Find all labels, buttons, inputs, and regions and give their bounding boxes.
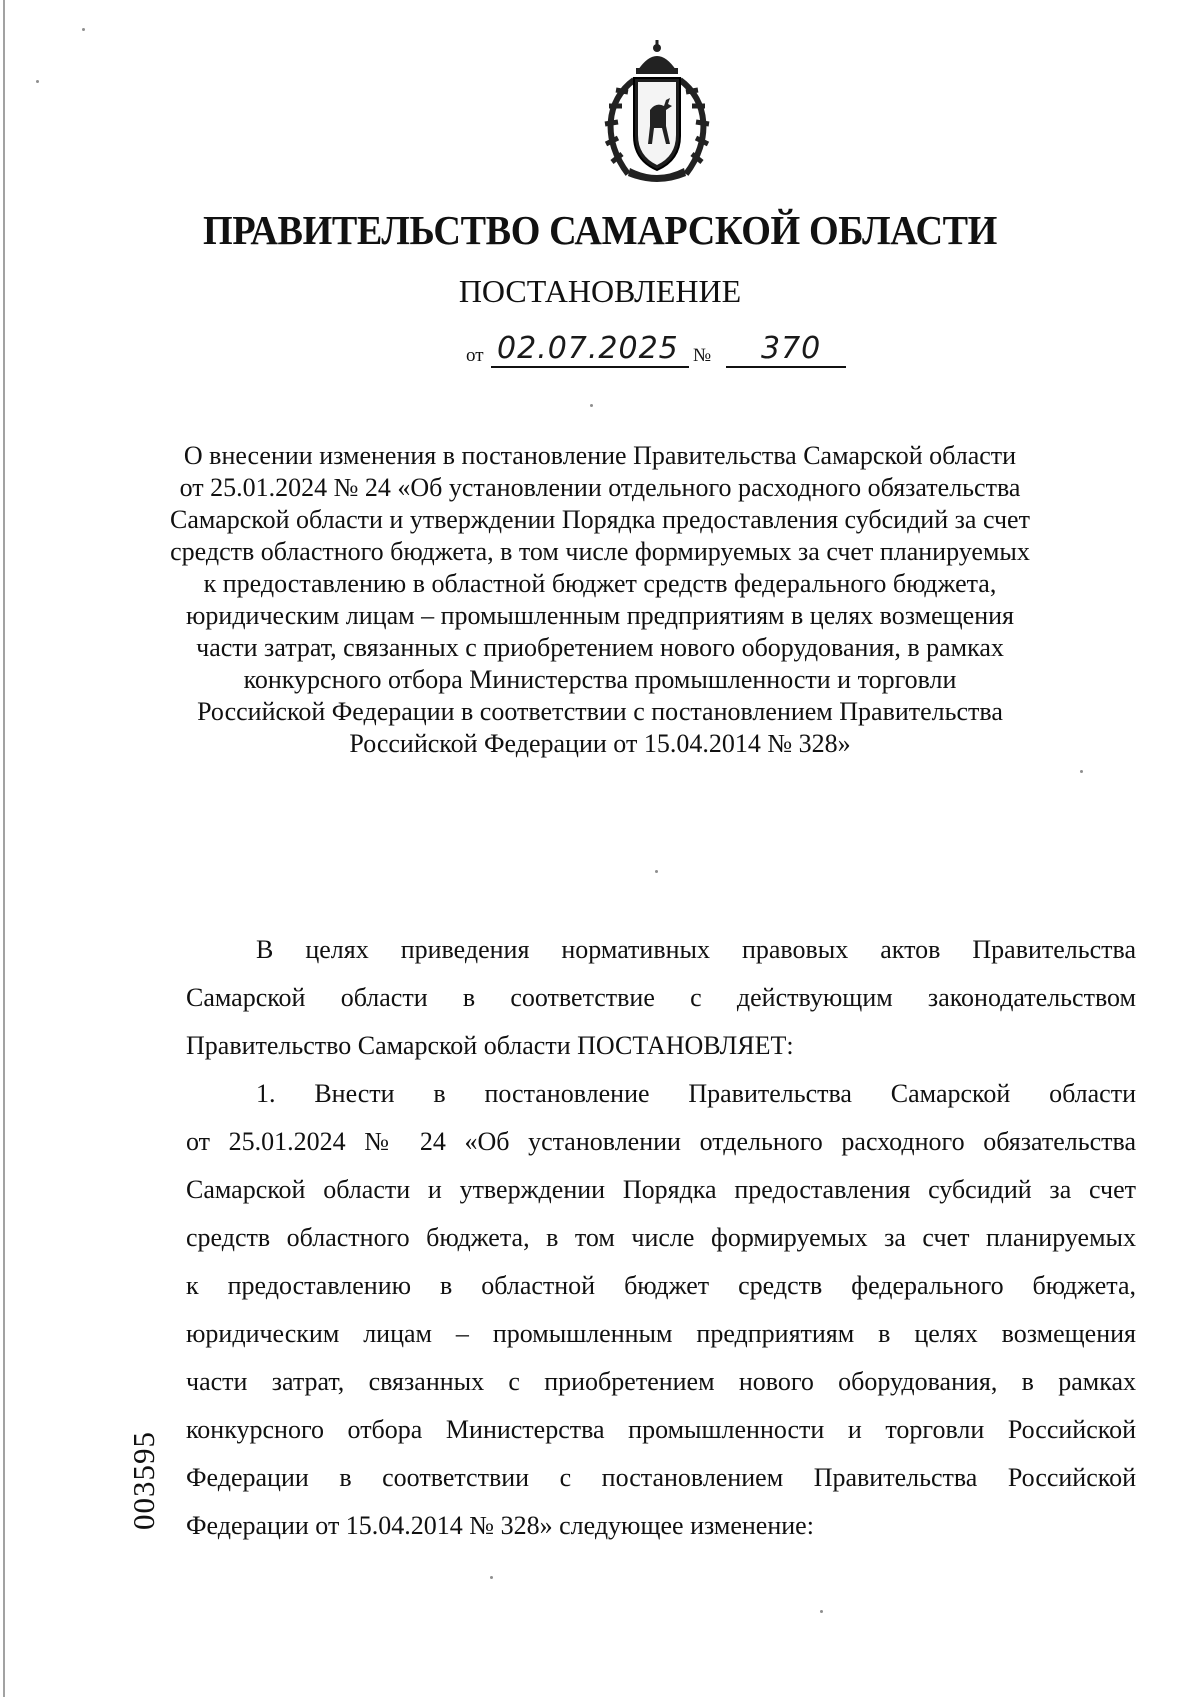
preamble-line: В целях приведения нормативных правовых актов Правительства (256, 935, 1136, 964)
subject-line: к предоставлению в областной бюджет средств федерального бюджета, (203, 569, 997, 598)
scan-speck (820, 1610, 823, 1613)
subject-line: Российской Федерации от 15.04.2014 № 328» (349, 729, 851, 758)
document-type-heading: ПОСТАНОВЛЕНИЕ (458, 273, 742, 309)
number-prefix-label: № (693, 345, 712, 366)
handwritten-number: 370 (761, 331, 822, 366)
date-number-line (461, 331, 861, 375)
preamble-line: Правительство Самарской области ПОСТАНОВЛЯЕТ: (186, 1031, 794, 1060)
item1-line: от 25.01.2024 № 24 «Об установлении отдельного расходного обязательства (186, 1127, 1136, 1156)
item1-line: части затрат, связанных с приобретением нового оборудования, в рамках (186, 1367, 1136, 1396)
date-underline (491, 366, 689, 368)
scan-speck (36, 80, 39, 83)
subject-line: конкурсного отбора Министерства промышленности и торговли (243, 665, 957, 694)
item1-line: Федерации в соответствии с постановлением Правительства Российской (186, 1463, 1136, 1492)
item1-line: Федерации от 15.04.2014 № 328» следующее изменение: (186, 1511, 814, 1540)
item1-line: к предоставлению в областной бюджет средств федерального бюджета, (186, 1271, 1136, 1300)
subject-line: юридическим лицам – промышленным предприятиям в целях возмещения (185, 601, 1015, 630)
scan-speck (590, 404, 593, 407)
scan-speck (655, 870, 658, 873)
subject-line: Российской Федерации в соответствии с постановлением Правительства (197, 697, 1003, 726)
item1-line: юридическим лицам – промышленным предприятиям в целях возмещения (186, 1319, 1136, 1348)
document-subject (150, 440, 1050, 760)
scan-speck (490, 1576, 493, 1579)
scan-speck (82, 28, 85, 31)
scan-edge-line (3, 0, 5, 1697)
subject-line: средств областного бюджета, в том числе формируемых за счет планируемых (170, 537, 1030, 566)
subject-line: Самарской области и утверждении Порядка предоставления субсидий за счет (170, 505, 1030, 534)
item1-line: средств областного бюджета, в том числе формируемых за счет планируемых (186, 1223, 1136, 1252)
item1-line: Самарской области и утверждении Порядка предоставления субсидий за счет (186, 1175, 1136, 1204)
item1-line: 1. Внести в постановление Правительства Самарской области (256, 1079, 1136, 1108)
subject-line: О внесении изменения в постановление Правительства Самарской области (183, 441, 1017, 470)
number-underline (726, 366, 846, 368)
coat-of-arms-emblem (594, 40, 720, 184)
side-registration-stamp: 003595 (126, 1431, 161, 1530)
date-prefix-label: от (466, 345, 484, 366)
organization-title: ПРАВИТЕЛЬСТВО САМАРСКОЙ ОБЛАСТИ (203, 207, 997, 253)
document-body (186, 926, 1136, 1550)
scan-speck (1080, 770, 1083, 773)
handwritten-date: 02.07.2025 (497, 331, 679, 366)
subject-line: от 25.01.2024 № 24 «Об установлении отдельного расходного обязательства (179, 473, 1021, 502)
preamble-line: Самарской области в соответствие с действующим законодательством (186, 983, 1136, 1012)
subject-line: части затрат, связанных с приобретением нового оборудования, в рамках (196, 633, 1004, 662)
item1-line: конкурсного отбора Министерства промышленности и торговли Российской (186, 1415, 1136, 1444)
